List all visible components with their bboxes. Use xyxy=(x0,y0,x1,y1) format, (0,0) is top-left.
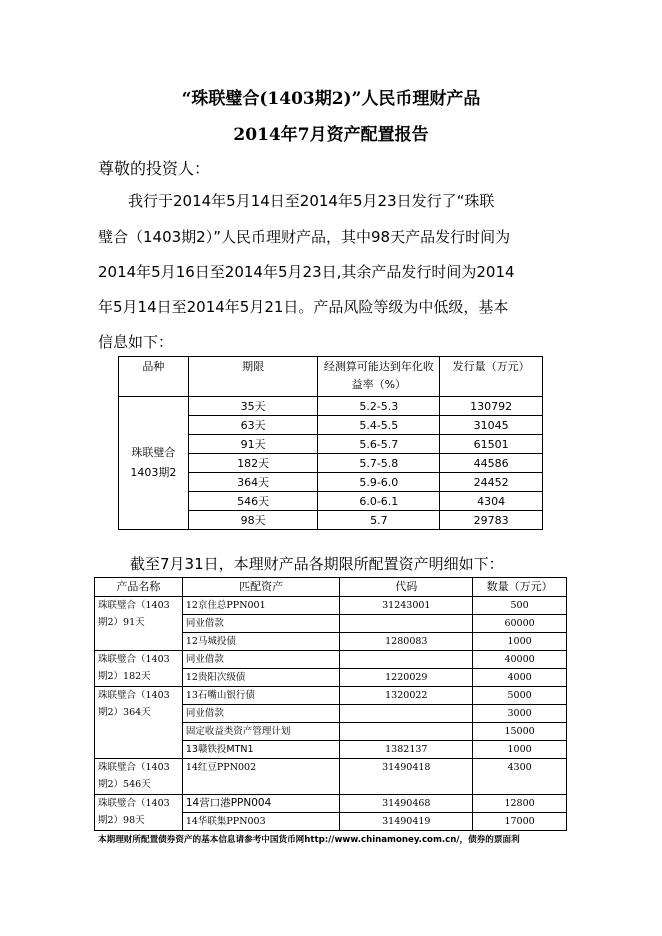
header-cell: 品种 xyxy=(119,357,189,397)
quantity-cell: 12800 xyxy=(473,795,567,813)
table-row xyxy=(95,687,567,705)
table-row xyxy=(95,795,567,813)
header-cell: 匹配资产 xyxy=(182,578,340,597)
paragraph-line: 年5月14日至2014年5月21日。产品风险等级为中低级，基本 xyxy=(98,298,509,316)
product-name-cell: 珠联璧合（1403期2）98天 xyxy=(95,795,183,831)
asset-cell: 12京住总PPN001 xyxy=(182,597,340,615)
code-cell xyxy=(340,723,473,741)
asset-table-caption: 截至7月31日，本理财产品各期限所配置资产明细如下： xyxy=(130,555,504,573)
product-name-cell: 珠联璧合1403期2 xyxy=(119,397,189,530)
paragraph-line: 信息如下： xyxy=(98,333,174,351)
table-row xyxy=(119,397,543,416)
asset-cell: 14红豆PPN002 xyxy=(182,759,340,795)
term-cell: 63天 xyxy=(188,416,318,435)
asset-cell: 12马城投债 xyxy=(182,633,340,651)
code-cell: 31490418 xyxy=(340,759,473,795)
asset-cell: 同业借款 xyxy=(182,651,340,669)
quantity-cell: 3000 xyxy=(473,705,567,723)
product-name-cell: 珠联璧合（1403期2）182天 xyxy=(95,651,183,687)
yield-cell: 5.9-6.0 xyxy=(318,473,440,492)
header-cell: 产品名称 xyxy=(95,578,183,597)
yield-cell: 5.4-5.5 xyxy=(318,416,440,435)
term-cell: 98天 xyxy=(188,511,318,530)
asset-cell: 13石嘴山银行债 xyxy=(182,687,340,705)
quantity-cell: 15000 xyxy=(473,723,567,741)
header-cell: 期限 xyxy=(188,357,318,397)
code-cell: 1320022 xyxy=(340,687,473,705)
code-cell: 1280083 xyxy=(340,633,473,651)
table-header-row xyxy=(119,357,543,397)
product-name-cell: 珠联璧合（1403期2）91天 xyxy=(95,597,183,651)
asset-cell: 同业借款 xyxy=(182,705,340,723)
volume-cell: 24452 xyxy=(440,473,543,492)
asset-cell: 13赣铁投MTN1 xyxy=(182,741,340,759)
header-cell: 代码 xyxy=(340,578,473,597)
yield-cell: 5.7-5.8 xyxy=(318,454,440,473)
quantity-cell: 4000 xyxy=(473,669,567,687)
paragraph-line: 璧合（1403期2）”人民币理财产品，其中98天产品发行时间为 xyxy=(98,228,511,246)
product-info-table xyxy=(118,356,543,530)
table-row xyxy=(95,597,567,615)
header-cell: 经测算可能达到年化收益率（%） xyxy=(318,357,440,397)
term-cell: 91天 xyxy=(188,435,318,454)
quantity-cell: 1000 xyxy=(473,741,567,759)
volume-cell: 44586 xyxy=(440,454,543,473)
quantity-cell: 500 xyxy=(473,597,567,615)
salutation: 尊敬的投资人： xyxy=(98,159,211,178)
quantity-cell: 4300 xyxy=(473,759,567,795)
quantity-cell: 40000 xyxy=(473,651,567,669)
asset-cell: 14华联集PPN003 xyxy=(182,813,340,831)
code-cell: 1382137 xyxy=(340,741,473,759)
code-cell xyxy=(340,705,473,723)
quantity-cell: 1000 xyxy=(473,633,567,651)
table-header-row xyxy=(95,578,567,597)
volume-cell: 130792 xyxy=(440,397,543,416)
code-cell: 31490468 xyxy=(340,795,473,813)
product-name-cell: 珠联璧合（1403期2）546天 xyxy=(95,759,183,795)
quantity-cell: 5000 xyxy=(473,687,567,705)
code-cell: 1220029 xyxy=(340,669,473,687)
paragraph-line: 我行于2014年5月14日至2014年5月23日发行了“珠联 xyxy=(98,192,495,210)
header-cell: 数量（万元） xyxy=(473,578,567,597)
asset-cell: 12贵阳次级债 xyxy=(182,669,340,687)
asset-cell: 14营口港PPN004 xyxy=(182,795,340,813)
code-cell xyxy=(340,651,473,669)
code-cell xyxy=(340,615,473,633)
term-cell: 35天 xyxy=(188,397,318,416)
volume-cell: 4304 xyxy=(440,492,543,511)
quantity-cell: 17000 xyxy=(473,813,567,831)
code-cell: 31243001 xyxy=(340,597,473,615)
report-subtitle: 2014年7月资产配置报告 xyxy=(233,125,429,145)
product-name-cell: 珠联璧合（1403期2）364天 xyxy=(95,687,183,759)
term-cell: 364天 xyxy=(188,473,318,492)
quantity-cell: 60000 xyxy=(473,615,567,633)
table-row xyxy=(95,651,567,669)
paragraph-line: 2014年5月16日至2014年5月23日,其余产品发行时间为2014 xyxy=(98,263,515,281)
yield-cell: 6.0-6.1 xyxy=(318,492,440,511)
yield-cell: 5.2-5.3 xyxy=(318,397,440,416)
code-cell: 31490419 xyxy=(340,813,473,831)
table-row xyxy=(95,759,567,795)
volume-cell: 31045 xyxy=(440,416,543,435)
yield-cell: 5.7 xyxy=(318,511,440,530)
term-cell: 546天 xyxy=(188,492,318,511)
asset-allocation-table xyxy=(94,577,567,831)
asset-cell: 同业借款 xyxy=(182,615,340,633)
yield-cell: 5.6-5.7 xyxy=(318,435,440,454)
term-cell: 182天 xyxy=(188,454,318,473)
header-cell: 发行量（万元） xyxy=(440,357,543,397)
asset-cell: 固定收益类资产管理计划 xyxy=(182,723,340,741)
footer-note: 本期理财所配置债券资产的基本信息请参考中国货币网http://www.chinamoney.com.cn/，债券的票面利 xyxy=(98,835,520,845)
report-title: “珠联璧合(1403期2)”人民币理财产品 xyxy=(181,89,481,109)
volume-cell: 61501 xyxy=(440,435,543,454)
volume-cell: 29783 xyxy=(440,511,543,530)
